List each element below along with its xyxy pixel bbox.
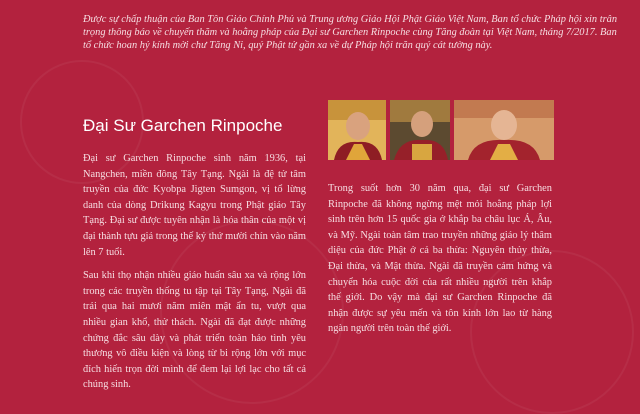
- photo-3: [454, 100, 554, 160]
- photo-2: [390, 100, 450, 160]
- paragraph-bio: Đại sư Garchen Rinpoche sinh năm 1936, tại Nangchen, miền đông Tây Tạng. Ngài là đệ tử tâm truyền của đức Kyobpa Jigten Sumgon, vị tổ lừng danh của dòng Drikung Kagyu trong Phật giáo Tây Tạng. Đại sư được tuyên nhận là hóa thân của một vị đại thành tựu giả trong thế kỷ thứ mười chín vào năm lên 7 tuổi.: [83, 153, 306, 258]
- photo-1: [328, 100, 386, 160]
- right-column: [328, 181, 552, 337]
- paragraph-training: Sau khi thọ nhận nhiều giáo huấn sâu xa và rộng lớn trong các truyền thống tu tập tại Tây Tạng, Ngài đã trải qua hai mươi năm miên mật ẩn tu, vượt qua nhiều gian khổ, thử thách. Ngài đã đạt được những chứng đắc sâu dày và phát triển toàn hảo tình yêu thương vô điều kiện và lòng từ bi rộng lớn với mục đích hiến trọn đời mình để đem lại lợi lạc cho tất cả chúng sinh.: [83, 270, 306, 391]
- paragraph-mission: Trong suốt hơn 30 năm qua, đại sư Garchen Rinpoche đã không ngừng mệt mỏi hoằng pháp lợi sinh trên hơn 15 quốc gia ở khắp ba châu lục Á, Âu, và Mỹ. Ngài toàn tâm trao truyền những giáo lý thâm diệu của đức Phật ở cả ba thừa: Nguyên thủy thừa, Đại thừa, và Mật thừa. Ngài đã truyền cảm hứng và chuyển hóa cuộc đời của rất nhiều người trên khắp thế giới. Do vậy mà đại sư Garchen Rinpoche đã nhận được sự yêu mến và tôn kính lớn lao từ hàng ngàn người trên toàn thế giới.: [328, 183, 552, 335]
- intro-text: Được sự chấp thuận của Ban Tôn Giáo Chính Phủ và Trung ương Giáo Hội Phật Giáo Việt Nam, Ban tổ chức Pháp hội xin trân trọng thông báo về chuyến thăm và hoằng pháp của Đại sư Garchen Rinpoche cùng Tăng đoàn tại Việt Nam, tháng 7/2017. Ban tổ chức hoan hỷ kính mời chư Tăng Ni, quý Phật tử gần xa về dự Pháp hội trăn quý cát tường này.: [83, 14, 618, 52]
- section-title: Đại Sư Garchen Rinpoche: [83, 116, 283, 135]
- left-column: [83, 151, 306, 401]
